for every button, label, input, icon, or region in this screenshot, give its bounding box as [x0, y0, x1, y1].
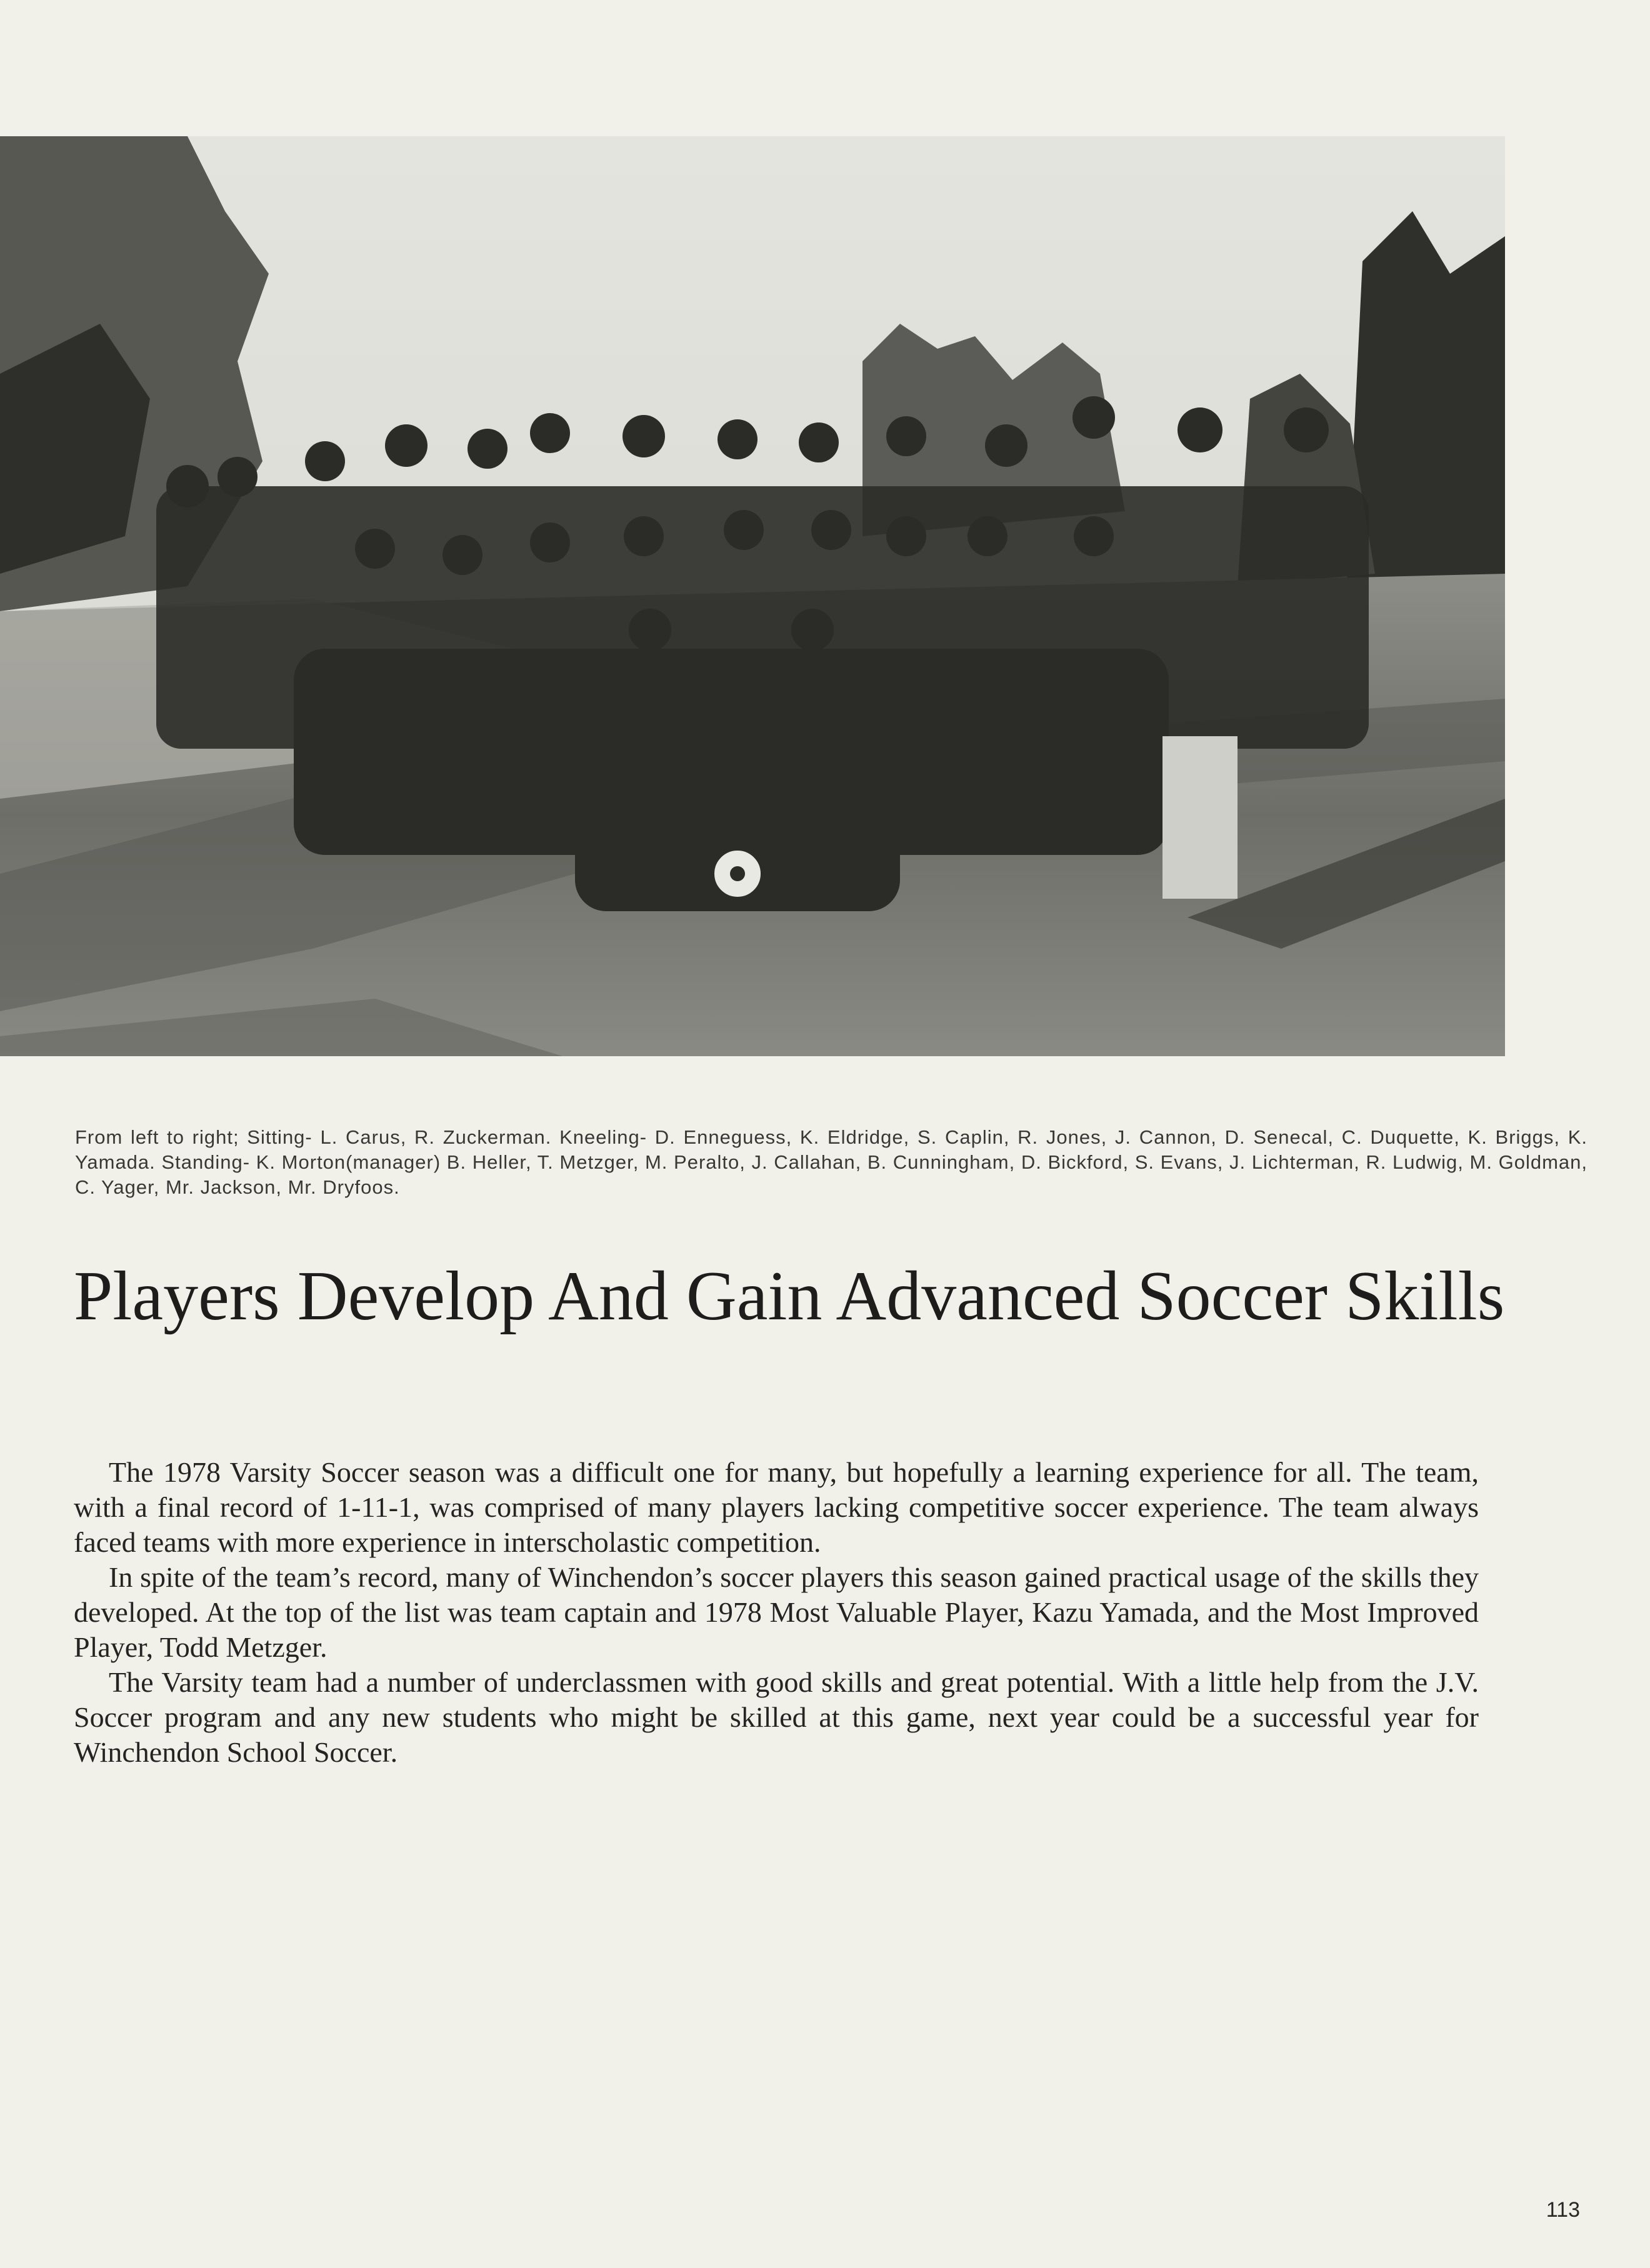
body-paragraph: The Varsity team had a number of underclassmen with good skills and great potential. With a little help from the J.V. Soccer program and any new students who might be skilled at this game, next year could be a successful year for Winchendon School Soccer. [74, 1666, 1479, 1768]
page-number: 113 [1546, 2198, 1580, 2222]
team-photo [0, 136, 1505, 1056]
photo-caption: From left to right; Sitting- L. Carus, R. Zuckerman. Kneeling- D. Enneguess, K. Eldridge, S. Caplin, R. Jones, J. Cannon, D. Senecal, C. Duquette, K. Briggs, K. Yamada. Standing- K. Morton(manager) B. Heller, T. Metzger, M. Peralto, J. Callahan, B. Cunningham, D. Bickford, S. Evans, J. Lichterman, R. Ludwig, M. Goldman, C. Yager, Mr. Jackson, Mr. Dryfoos. [75, 1126, 1588, 1198]
body-paragraph: The 1978 Varsity Soccer season was a difficult one for many, but hopefully a learning experience for all. The team, with a final record of 1-11-1, was comprised of many players lacking competitive soccer experience. The team always faced teams with more experience in interscholastic competition. [74, 1456, 1479, 1558]
body-paragraph: In spite of the team’s record, many of Winchendon’s soccer players this season gained practical usage of the skills they developed. At the top of the list was team captain and 1978 Most Valuable Player, Kazu Yamada, and the Most Improved Player, Todd Metzger. [74, 1561, 1479, 1663]
team-photo-illustration [0, 136, 1505, 1056]
article-headline: Players Develop And Gain Advanced Soccer Skills [74, 1257, 1505, 1335]
article-body [74, 1455, 1479, 1770]
